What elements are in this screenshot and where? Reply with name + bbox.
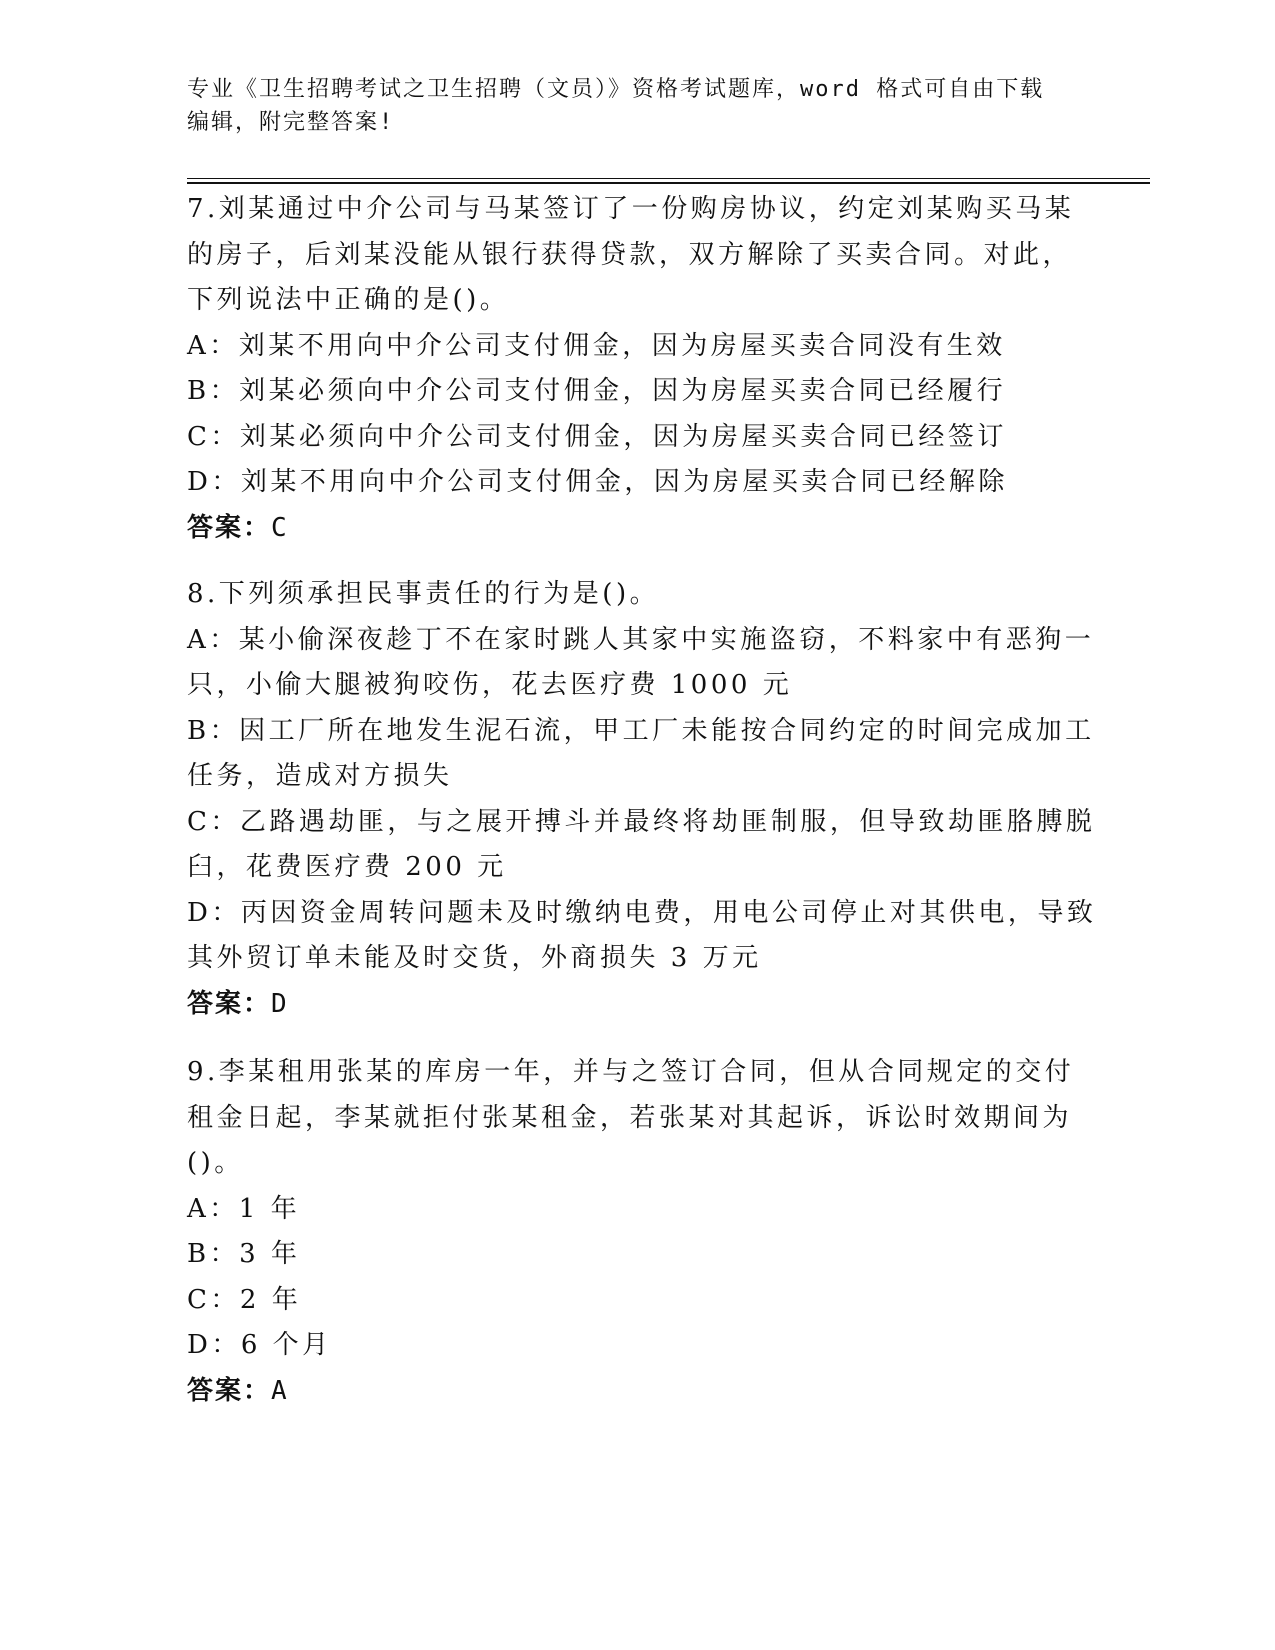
option-d: D：丙因资金周转问题未及时缴纳电费，用电公司停止对其供电，导致 xyxy=(187,897,1097,928)
option-d: D：6 个月 xyxy=(187,1330,332,1360)
option-b: B：刘某必须向中介公司支付佣金，因为房屋买卖合同已经履行 xyxy=(187,376,1007,406)
question-stem-line: 的房子，后刘某没能从银行获得贷款，双方解除了买卖合同。对此， xyxy=(187,239,1073,270)
question-stem-line: 9.李某租用张某的库房一年，并与之签订合同，但从合同规定的交付 xyxy=(187,1057,1075,1087)
option-b: B：因工厂所在地发生泥石流，甲工厂未能按合同约定的时间完成加工 xyxy=(187,715,1095,746)
header-line-2: 编辑，附完整答案! xyxy=(187,110,395,135)
question-stem-line: ()。 xyxy=(187,1148,244,1178)
answer-label: 答案： xyxy=(187,988,272,1019)
answer-line xyxy=(187,1369,1087,1415)
answer-value: D xyxy=(271,988,289,1019)
header-line-1: 专业《卫生招聘考试之卫生招聘（文员）》资格考试题库，word 格式可自由下载 xyxy=(187,77,1045,102)
question-7 xyxy=(187,187,1087,551)
option-c: C：刘某必须向中介公司支付佣金，因为房屋买卖合同已经签订 xyxy=(187,421,1007,452)
answer-label: 答案： xyxy=(187,1375,272,1406)
answer-value: C xyxy=(271,512,289,543)
option-d-cont: 其外贸订单未能及时交货，外商损失 3 万元 xyxy=(187,943,762,973)
answer-line xyxy=(187,982,1087,1028)
document-header xyxy=(187,73,1087,139)
option-a: A：刘某不用向中介公司支付佣金，因为房屋买卖合同没有生效 xyxy=(187,330,1006,361)
question-stem-line: 租金日起，李某就拒付张某租金，若张某对其起诉，诉讼时效期间为 xyxy=(187,1102,1073,1133)
option-a-cont: 只，小偷大腿被狗咬伤，花去医疗费 1000 元 xyxy=(187,670,793,700)
header-divider-thin xyxy=(187,178,1150,179)
answer-line xyxy=(187,506,1087,552)
option-a: A：某小偷深夜趁丁不在家时跳人其家中实施盗窃，不料家中有恶狗一 xyxy=(187,624,1095,655)
option-d: D：刘某不用向中介公司支付佣金，因为房屋买卖合同已经解除 xyxy=(187,467,1008,497)
question-stem-line: 7.刘某通过中介公司与马某签订了一份购房协议，约定刘某购买马某 xyxy=(187,194,1075,224)
question-9 xyxy=(187,1050,1087,1414)
answer-value: A xyxy=(271,1375,289,1406)
option-b: B：3 年 xyxy=(187,1239,301,1269)
header-divider-thick xyxy=(187,182,1150,184)
option-a: A：1 年 xyxy=(187,1193,301,1224)
answer-label: 答案： xyxy=(187,512,272,543)
question-8 xyxy=(187,572,1097,1027)
question-stem-line: 8.下列须承担民事责任的行为是()。 xyxy=(187,579,660,609)
question-stem-line: 下列说法中正确的是()。 xyxy=(187,285,510,315)
option-c-cont: 臼，花费医疗费 200 元 xyxy=(187,852,507,882)
option-c: C：2 年 xyxy=(187,1284,302,1315)
option-c: C：乙路遇劫匪，与之展开搏斗并最终将劫匪制服，但导致劫匪胳膊脱 xyxy=(187,806,1096,837)
option-b-cont: 任务，造成对方损失 xyxy=(187,761,453,791)
